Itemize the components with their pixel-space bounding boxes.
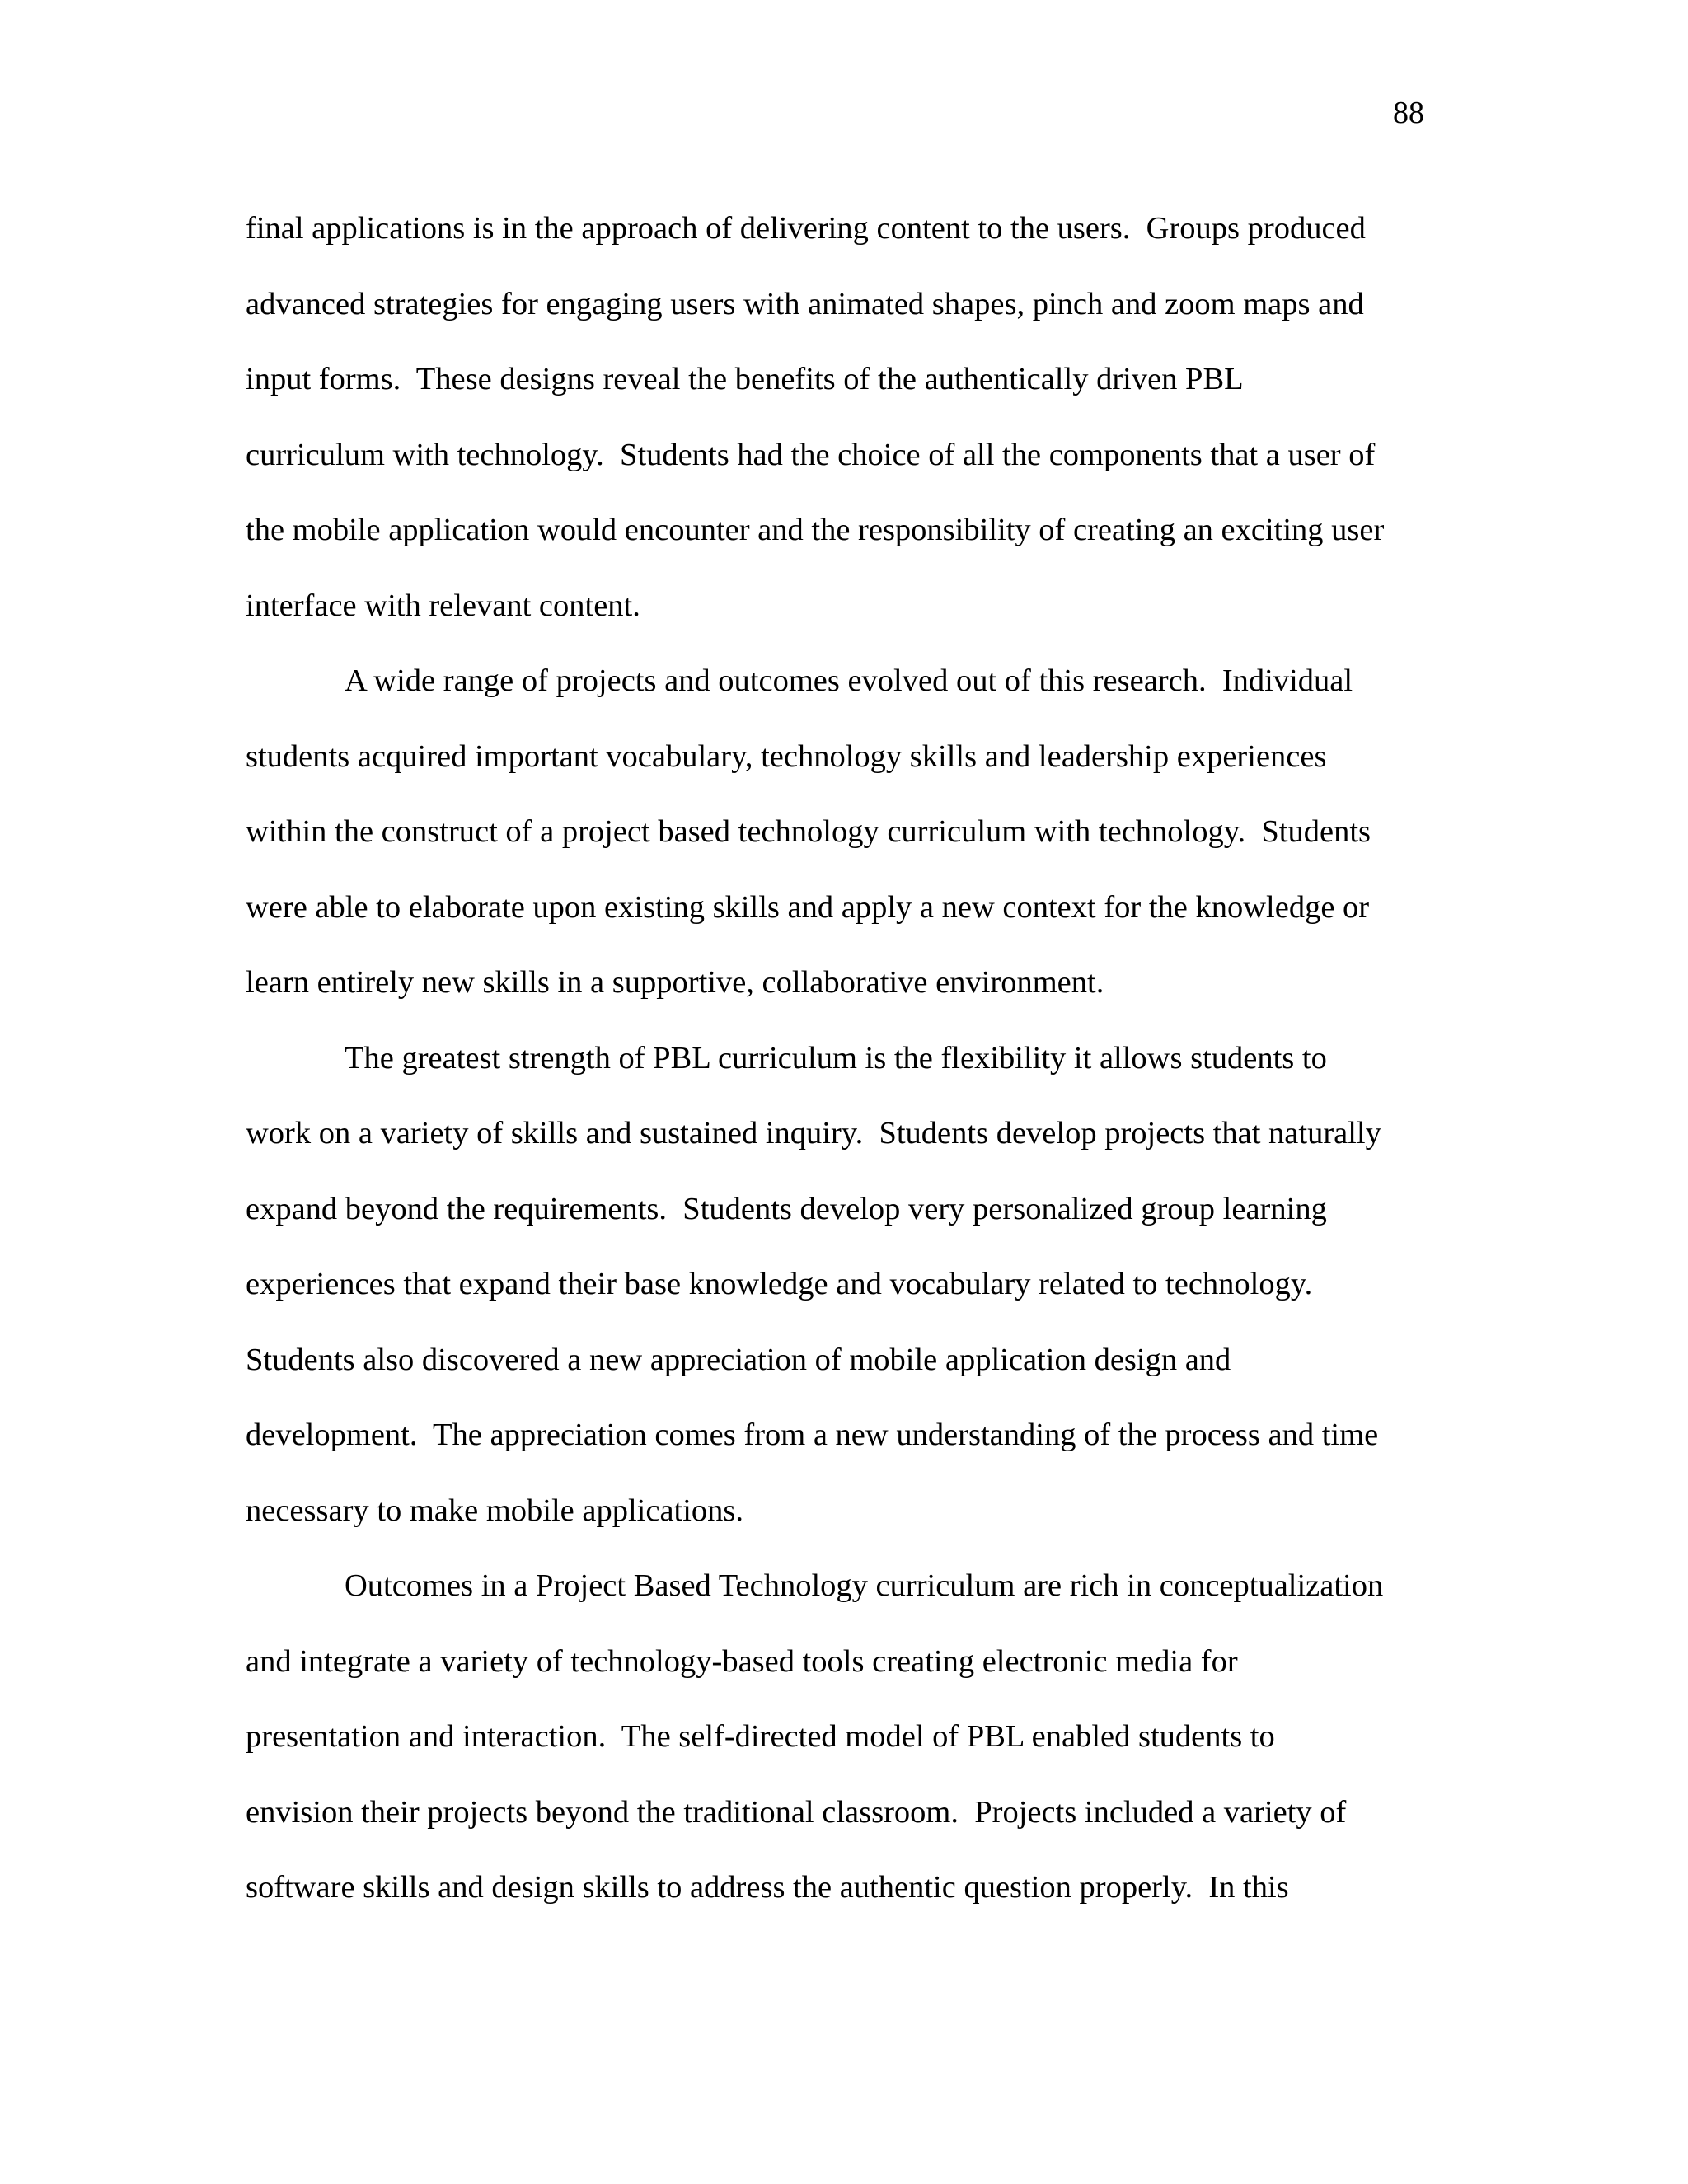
text-line: input forms. These designs reveal the benefits of the authentically driven PBL — [246, 362, 1244, 396]
text-line: learn entirely new skills in a supportive, collaborative environment. — [246, 965, 1104, 1000]
paragraph — [246, 1549, 1449, 1926]
text-line: the mobile application would encounter and the responsibility of creating an exciting user — [246, 513, 1385, 547]
text-line: Students also discovered a new appreciation of mobile application design and — [246, 1342, 1231, 1377]
paragraph — [246, 644, 1449, 1021]
text-line: envision their projects beyond the traditional classroom. Projects included a variety of — [246, 1794, 1347, 1830]
text-line: A wide range of projects and outcomes evolved out of this research. Individual — [345, 663, 1353, 698]
text-line: students acquired important vocabulary, technology skills and leadership experiences — [246, 738, 1327, 774]
text-line: curriculum with technology. Students had the choice of all the components that a user of — [246, 437, 1376, 472]
text-line: interface with relevant content. — [246, 588, 640, 623]
page-number: 88 — [1393, 96, 1424, 130]
text-line: within the construct of a project based technology curriculum with technology. Students — [246, 814, 1372, 849]
text-line: presentation and interaction. The self-directed model of PBL enabled students to — [246, 1719, 1275, 1754]
text-line: and integrate a variety of technology-based tools creating electronic media for — [246, 1643, 1238, 1679]
text-line: final applications is in the approach of delivering content to the users. Groups produced — [246, 211, 1366, 246]
text-line: development. The appreciation comes from a new understanding of the process and time — [246, 1418, 1379, 1452]
text-line: necessary to make mobile applications. — [246, 1493, 744, 1528]
text-line: were able to elaborate upon existing skills and apply a new context for the knowledge or — [246, 889, 1370, 925]
text-line: The greatest strength of PBL curriculum is the flexibility it allows students to — [345, 1040, 1327, 1076]
text-line: advanced strategies for engaging users with animated shapes, pinch and zoom maps and — [246, 286, 1364, 321]
text-line: work on a variety of skills and sustained inquiry. Students develop projects that naturally — [246, 1116, 1381, 1151]
text-line: expand beyond the requirements. Students develop very personalized group learning — [246, 1191, 1327, 1226]
paragraph — [246, 191, 1449, 644]
body-text — [246, 191, 1449, 1926]
text-line: Outcomes in a Project Based Technology curriculum are rich in conceptualization — [345, 1568, 1384, 1603]
text-line: experiences that expand their base knowledge and vocabulary related to technology. — [246, 1267, 1313, 1301]
paragraph — [246, 1021, 1449, 1549]
text-line: software skills and design skills to address the authentic question properly. In this — [246, 1870, 1289, 1905]
